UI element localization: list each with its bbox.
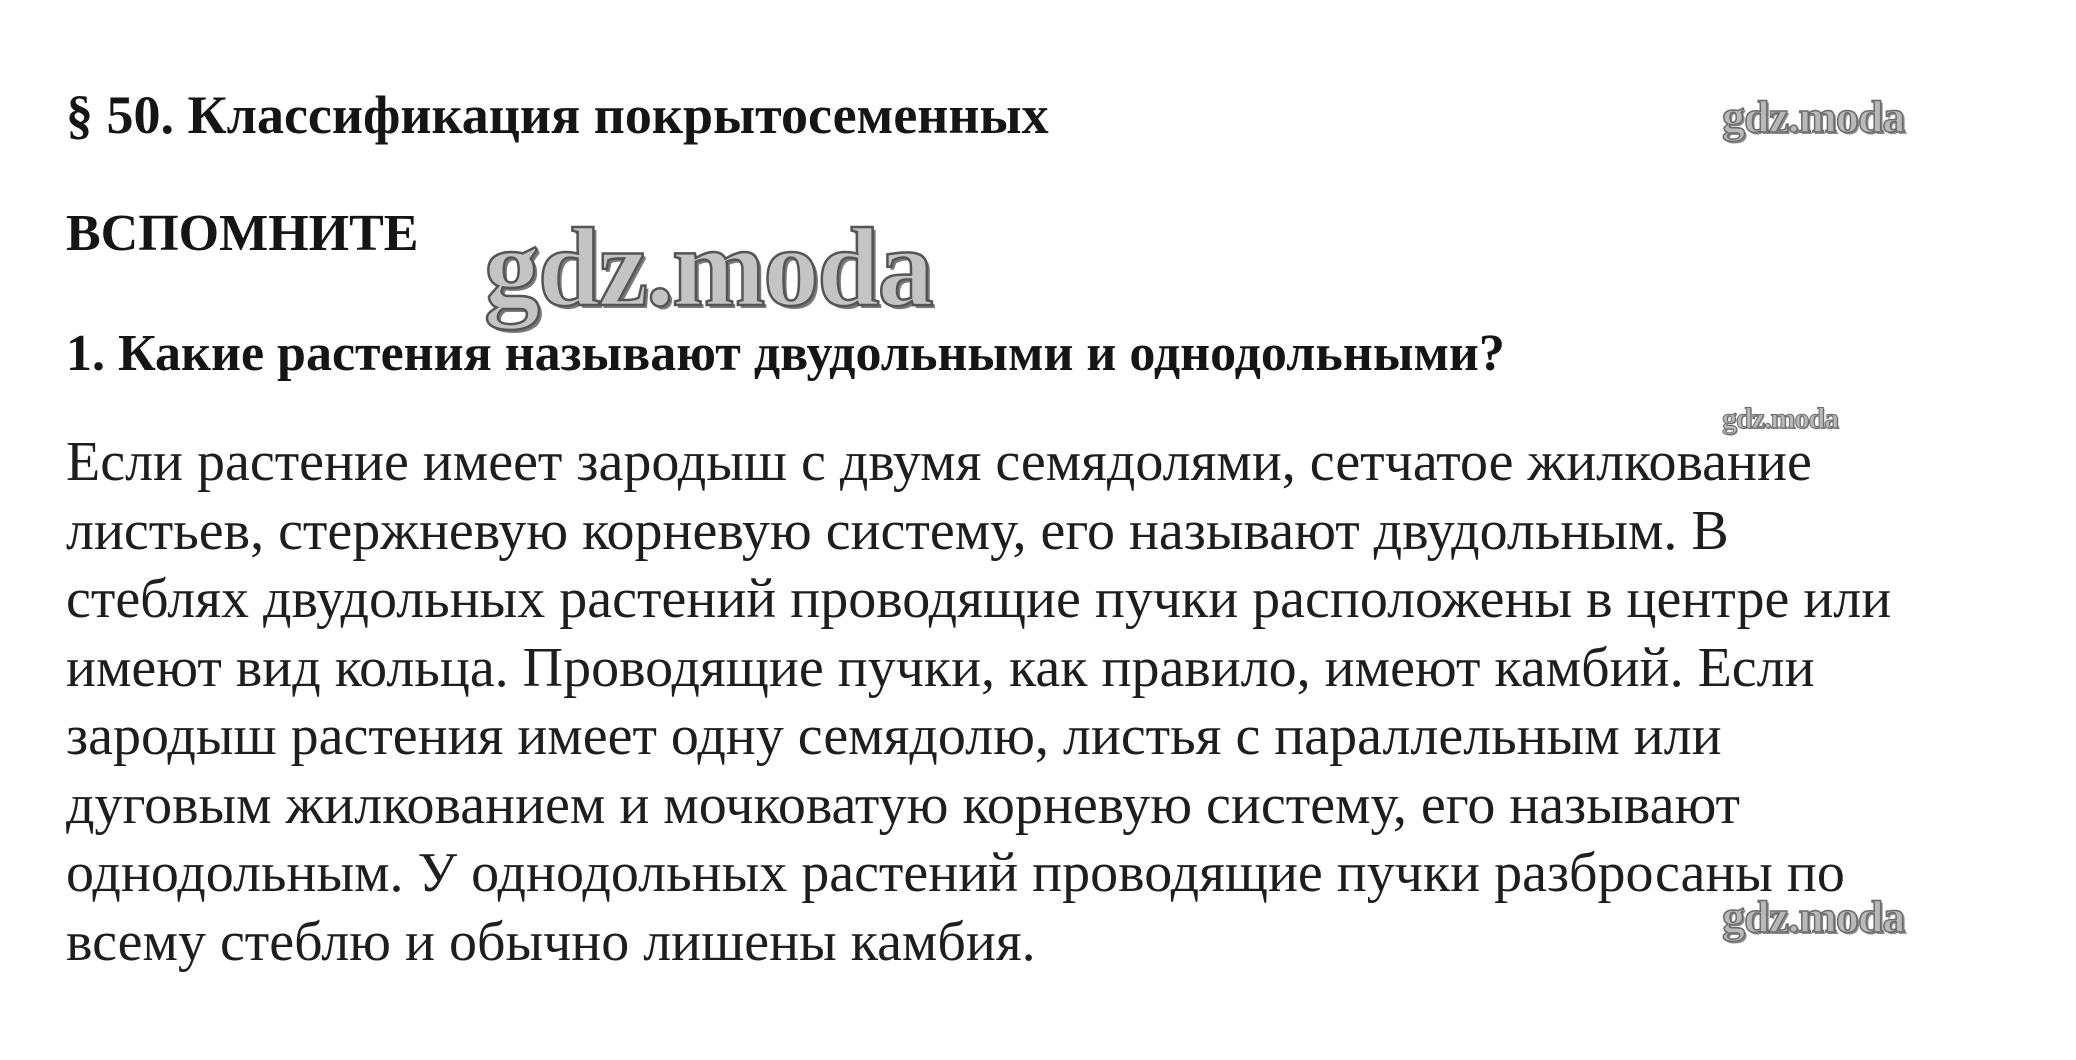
- question-text: 1. Какие растения называют двудольными и однодольными?: [66, 325, 1505, 382]
- answer-line: Если растение имеет зародыш с двумя семядолями, сетчатое жилкование: [66, 431, 1812, 493]
- answer-line: всему стеблю и обычно лишены камбия.: [66, 910, 1036, 973]
- watermark-small: gdz.moda: [1722, 402, 1839, 435]
- answer-line: зародыш растения имеет одну семядолю, листья с параллельным или: [66, 705, 1722, 767]
- answer-line: однодольным. У однодольных растений проводящие пучки разбросаны по: [66, 842, 1845, 904]
- recall-heading: ВСПОМНИТЕ: [66, 205, 419, 262]
- section-title: § 50. Классификация покрытосеменных: [66, 85, 1049, 145]
- answer-line: имеют вид кольца. Проводящие пучки, как правило, имеют камбий. Если: [66, 636, 1815, 699]
- answer-line: дуговым жилкованием и мочковатую корневую систему, его называют: [66, 773, 1741, 836]
- watermark-bottom-right: gdz.moda: [1722, 891, 1905, 942]
- answer-line: стеблях двудольных растений проводящие пучки расположены в центре или: [66, 568, 1892, 630]
- answer-line: листьев, стержневую корневую систему, его называют двудольным. В: [66, 499, 1729, 562]
- watermark-large: gdz.moda: [484, 206, 932, 330]
- watermark-top-right: gdz.moda: [1722, 91, 1905, 142]
